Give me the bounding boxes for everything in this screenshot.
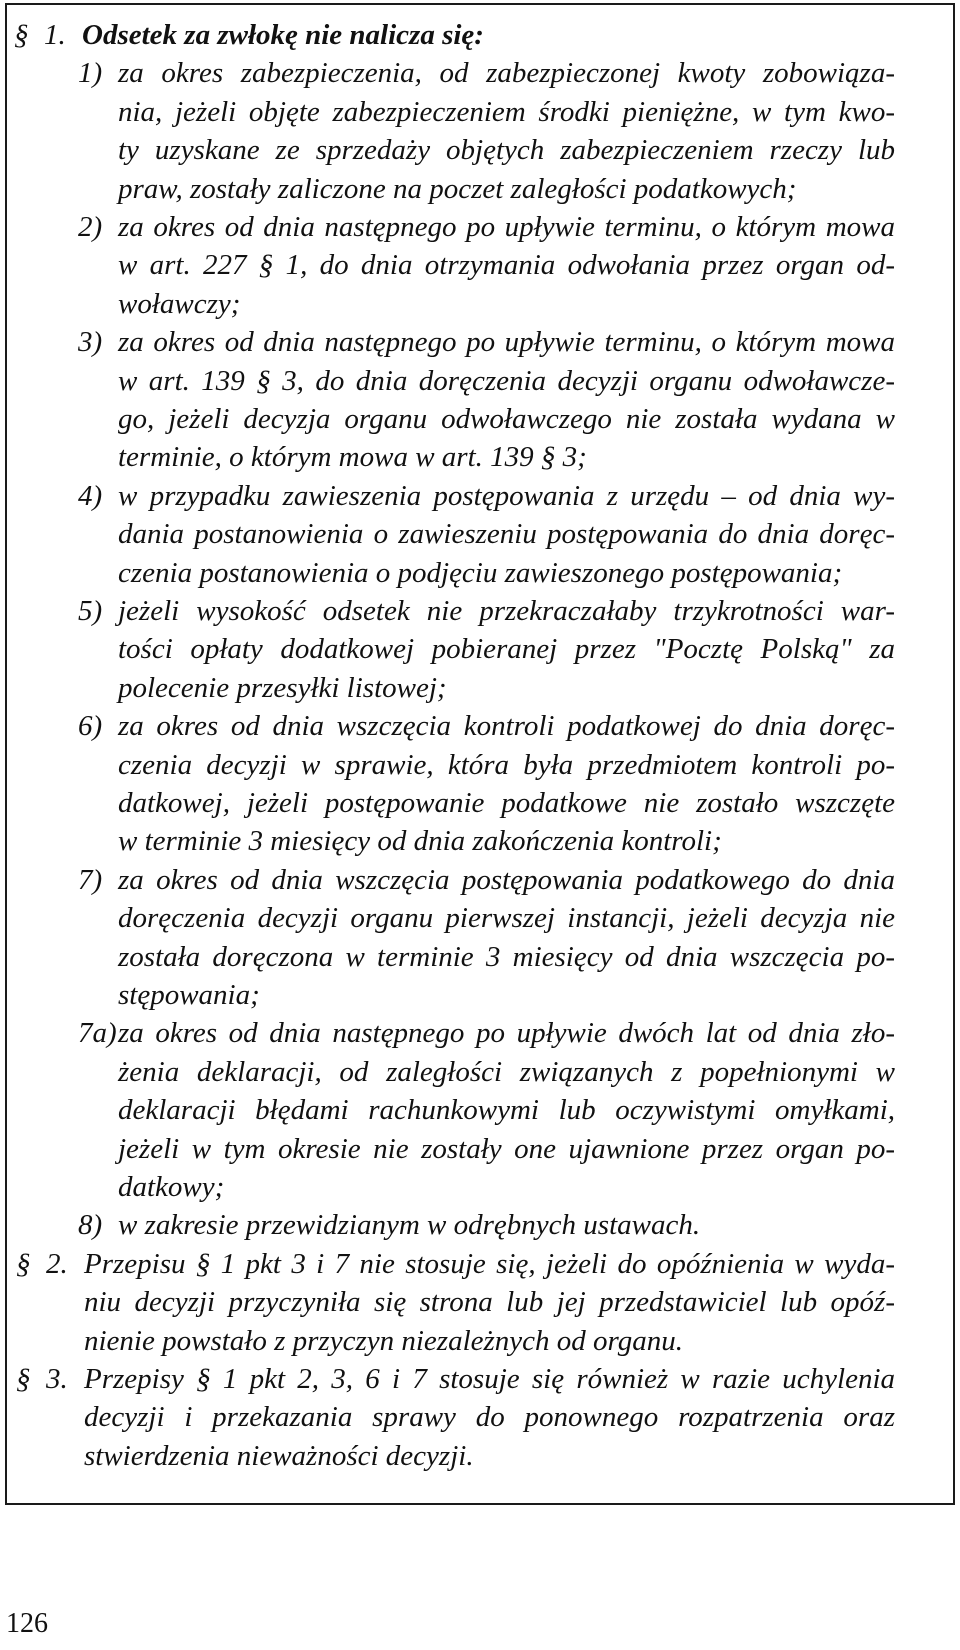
- list-item-text-line: tości opłaty dodatkowej pobieranej przez "Pocztę Polską" za: [118, 633, 895, 666]
- section-2-text-line: nienie powstało z przyczyn niezależnych od organu.: [84, 1324, 683, 1357]
- list-item-label: 6): [78, 710, 103, 743]
- list-item-text-line: za okres od dnia wszczęcia postępowania podatkowego do dnia: [118, 863, 895, 896]
- list-item-text-line: została doręczona w terminie 3 miesięcy od dnia wszczęcia po-: [118, 940, 895, 973]
- list-item-text-line: praw, zostały zaliczone na poczet zaległości podatkowych;: [118, 172, 797, 205]
- section-3-mark: §: [16, 1363, 31, 1395]
- section-2-number: 2.: [46, 1247, 68, 1280]
- list-item-label: 7a): [78, 1017, 117, 1050]
- list-item-text-line: deklaracji błędami rachunkowymi lub oczywistymi omyłkami,: [118, 1094, 895, 1127]
- list-item-text-line: czenia decyzji w sprawie, która była przedmiotem kontroli po-: [118, 748, 895, 781]
- list-item-label: 3): [78, 326, 103, 359]
- section-heading: Odsetek za zwłokę nie nalicza się:: [82, 19, 484, 51]
- list-item-text-line: w art. 227 § 1, do dnia otrzymania odwołania przez organ od-: [118, 249, 895, 282]
- list-item-label: 2): [78, 211, 103, 243]
- list-item-text-line: datkowy;: [118, 1171, 225, 1203]
- list-item-label: 4): [78, 479, 103, 512]
- list-item-text-line: ty uzyskane ze sprzedaży objętych zabezpieczeniem rzeczy lub: [118, 134, 895, 167]
- list-item-text-line: go, jeżeli decyzja organu odwoławczego nie została wydana w: [118, 403, 895, 435]
- list-item-label: 7): [78, 863, 103, 896]
- list-item-text-line: w przypadku zawieszenia postępowania z urzędu – od dnia wy-: [118, 479, 895, 512]
- list-item-text-line: w art. 139 § 3, do dnia doręczenia decyzji organu odwoławcze-: [118, 364, 895, 397]
- list-item-text-line: datkowej, jeżeli postępowanie podatkowe nie zostało wszczęte: [118, 787, 895, 819]
- list-item-text-line: za okres od dnia następnego po upływie terminu, o którym mowa: [118, 326, 895, 359]
- list-item-text-line: żenia deklaracji, od zaległości związanych z popełnionymi w: [118, 1055, 895, 1088]
- section-3-text-line: decyzji i przekazania sprawy do ponownego rozpatrzenia oraz: [84, 1401, 895, 1434]
- section-3-text-line: stwierdzenia nieważności decyzji.: [84, 1439, 474, 1472]
- list-item-text-line: za okres zabezpieczenia, od zabezpieczonej kwoty zobowiąza-: [118, 57, 895, 90]
- list-item-text-line: polecenie przesyłki listowej;: [118, 671, 447, 704]
- section-2-text-line: niu decyzji przyczyniła się strona lub jej przedstawiciel lub opóź-: [84, 1286, 895, 1319]
- list-item-text-line: w zakresie przewidzianym w odrębnych ustawach.: [118, 1209, 701, 1242]
- list-item-text-line: stępowania;: [118, 979, 260, 1011]
- list-item-text-line: nia, jeżeli objęte zabezpieczeniem środki pieniężne, w tym kwo-: [118, 95, 895, 128]
- list-item-text-line: dania postanowienia o zawieszeniu postępowania do dnia doręc-: [118, 518, 895, 551]
- list-item-text-line: za okres od dnia następnego po upływie terminu, o którym mowa: [118, 211, 895, 243]
- list-item-text-line: w terminie 3 miesięcy od dnia zakończenia kontroli;: [118, 825, 722, 858]
- section-number: 1.: [44, 19, 66, 51]
- list-item-text-line: jeżeli w tym okresie nie zostały one ujawnione przez organ po-: [118, 1132, 895, 1165]
- list-item-label: 5): [78, 595, 103, 627]
- list-item-text-line: za okres od dnia następnego po upływie dwóch lat od dnia zło-: [118, 1017, 895, 1050]
- list-item-text-line: doręczenia decyzji organu pierwszej instancji, jeżeli decyzja nie: [118, 902, 895, 935]
- list-item-text-line: czenia postanowienia o podjęciu zawieszonego postępowania;: [118, 556, 843, 589]
- list-item-text-line: woławczy;: [118, 287, 241, 320]
- list-item-text-line: za okres od dnia wszczęcia kontroli podatkowej do dnia doręc-: [118, 710, 895, 743]
- list-item-text-line: terminie, o którym mowa w art. 139 § 3;: [118, 441, 587, 474]
- list-item-label: 1): [78, 57, 103, 90]
- list-item-text-line: jeżeli wysokość odsetek nie przekraczałaby trzykrotności war-: [118, 595, 895, 627]
- section-2-text-line: Przepisu § 1 pkt 3 i 7 nie stosuje się, jeżeli do opóźnienia w wyda-: [84, 1247, 895, 1280]
- section-3-text-line: Przepisy § 1 pkt 2, 3, 6 i 7 stosuje się również w razie uchylenia: [84, 1363, 895, 1395]
- section-2-mark: §: [16, 1247, 31, 1280]
- section-3-number: 3.: [46, 1363, 68, 1395]
- page-number: 126: [6, 1608, 48, 1639]
- list-item-label: 8): [78, 1209, 103, 1242]
- section-mark: §: [14, 19, 29, 51]
